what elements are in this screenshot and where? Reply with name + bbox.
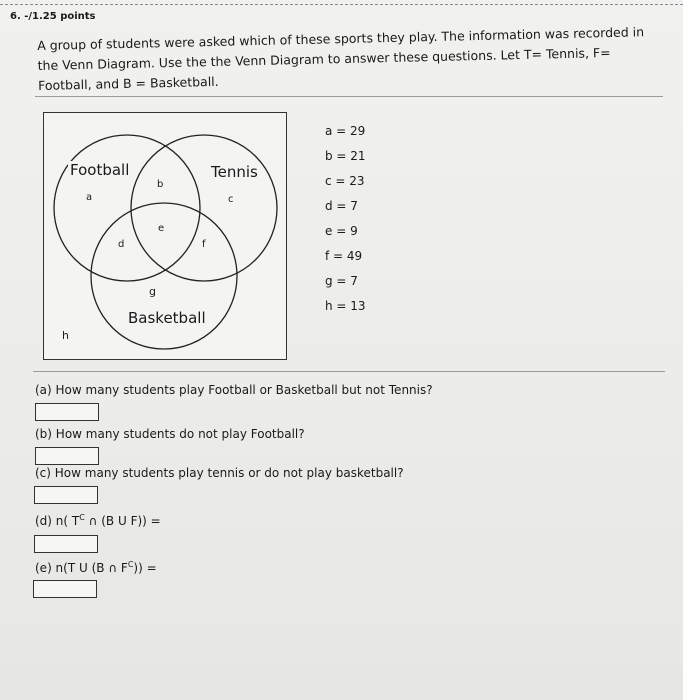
question-a: (a) How many students play Football or Basketball but not Tennis? (35, 383, 433, 397)
points-header: 6. -/1.25 points (10, 11, 96, 22)
question-d-text-end: ∩ (B U F)) = (84, 514, 161, 528)
top-dashed-border (0, 4, 683, 5)
region-d: d (118, 239, 125, 250)
complement-superscript: C (79, 513, 85, 522)
answer-a-input[interactable] (35, 403, 99, 421)
value-c: c = 23 (325, 174, 365, 188)
tennis-circle (131, 135, 277, 281)
question-e-text-start: (e) n(T U (B ∩ F (35, 561, 128, 575)
football-label: Football (70, 161, 130, 179)
question-e-text-end: )) = (133, 561, 157, 575)
region-h: h (62, 329, 69, 342)
value-h: h = 13 (325, 299, 366, 313)
value-f: f = 49 (325, 249, 363, 263)
prompt-line-2: the Venn Diagram. Use the the Venn Diagram to answer these questions. Let T= Tennis, F= (37, 44, 611, 73)
question-e (35, 560, 157, 575)
prompt-line-3: Football, and B = Basketball. (37, 73, 219, 93)
question-b: (b) How many students do not play Football? (35, 427, 305, 441)
prompt-line-1: A group of students were asked which of these sports they play. The information was recorded in (37, 24, 645, 53)
region-a: a (86, 192, 93, 203)
value-a: a = 29 (325, 124, 366, 138)
divider-top (35, 96, 663, 97)
value-b: b = 21 (325, 149, 366, 163)
divider-middle (33, 371, 665, 372)
question-d-text-start: (d) n( T (35, 514, 80, 528)
question-prompt (37, 22, 653, 96)
value-d: d = 7 (325, 199, 358, 213)
answer-e-input[interactable] (33, 580, 97, 598)
region-f: f (202, 239, 206, 250)
region-b: b (157, 179, 164, 190)
tennis-label: Tennis (211, 163, 258, 181)
region-e: e (158, 223, 165, 234)
question-c: (c) How many students play tennis or do not play basketball? (35, 466, 404, 480)
value-g: g = 7 (325, 274, 358, 288)
answer-d-input[interactable] (34, 535, 98, 553)
answer-c-input[interactable] (34, 486, 98, 504)
region-c: c (228, 194, 234, 205)
basketball-label: Basketball (128, 309, 206, 327)
question-d (35, 513, 161, 528)
football-circle (54, 135, 200, 281)
region-g: g (149, 285, 156, 298)
value-e: e = 9 (325, 224, 358, 238)
venn-diagram (43, 112, 287, 360)
complement-superscript: C (127, 560, 134, 569)
answer-b-input[interactable] (35, 447, 99, 465)
